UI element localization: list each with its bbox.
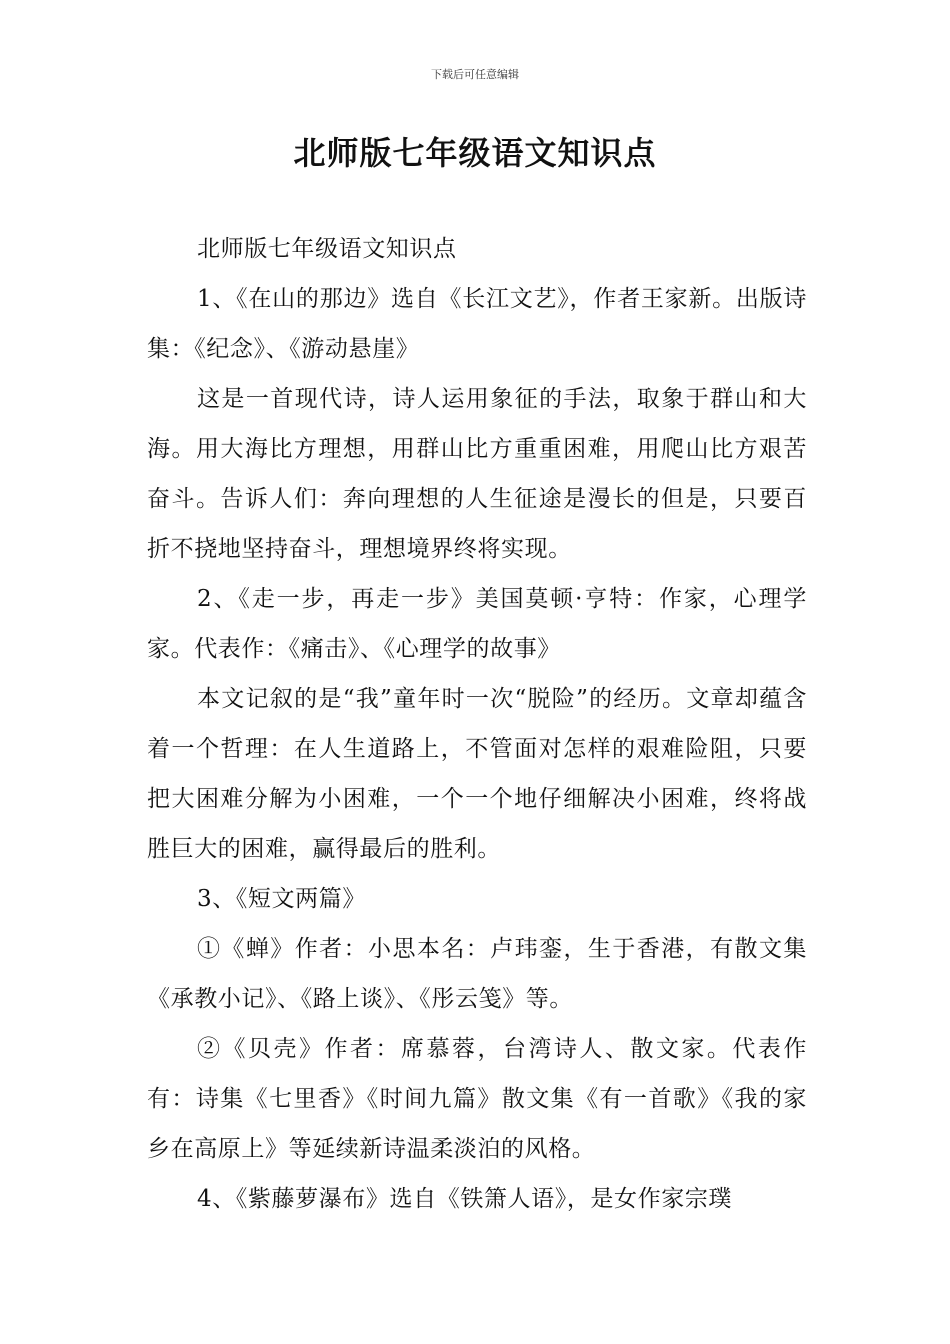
paragraph-item-1-summary: 这是一首现代诗，诗人运用象征的手法，取象于群山和大海。用大海比方理想，用群山比方重重困难，用爬山比方艰苦奋斗。告诉人们：奔向理想的人生征途是漫长的但是，只要百折不挠地坚持奋斗，理想境界终将实现。 <box>147 386 807 562</box>
paragraph-item-4: 4、《紫藤萝瀑布》选自《铁箫人语》，是女作家宗璞 <box>197 1186 733 1212</box>
page-header-note: 下载后可任意编辑 <box>431 68 519 81</box>
paragraph-item-1: 1、《在山的那边》选自《长江文艺》，作者王家新。出版诗集：《纪念》、《游动悬崖》 <box>147 286 807 362</box>
paragraph-item-3: 3、《短文两篇》 <box>197 886 366 912</box>
paragraph-item-3-cicada: ①《蝉》作者：小思本名：卢玮銮，生于香港，有散文集《承教小记》、《路上谈》、《彤云笺》等。 <box>147 936 807 1012</box>
paragraph-item-2: 2、《走一步，再走一步》美国莫顿·亨特：作家，心理学家。代表作：《痛击》、《心理学的故事》 <box>147 586 807 662</box>
paragraph-subtitle: 北师版七年级语文知识点 <box>197 236 457 262</box>
paragraph-item-2-summary: 本文记叙的是“我”童年时一次“脱险”的经历。文章却蕴含着一个哲理：在人生道路上，不管面对怎样的艰难险阻，只要把大困难分解为小困难，一个一个地仔细解决小困难，终将战胜巨大的困难，赢得最后的胜利。 <box>147 686 807 862</box>
document-body <box>147 224 807 1224</box>
document-title: 北师版七年级语文知识点 <box>293 134 657 172</box>
paragraph-item-3-shell: ②《贝壳》作者：席慕蓉，台湾诗人、散文家。代表作有：诗集《七里香》《时间九篇》散文集《有一首歌》《我的家乡在高原上》等延续新诗温柔淡泊的风格。 <box>147 1036 807 1162</box>
